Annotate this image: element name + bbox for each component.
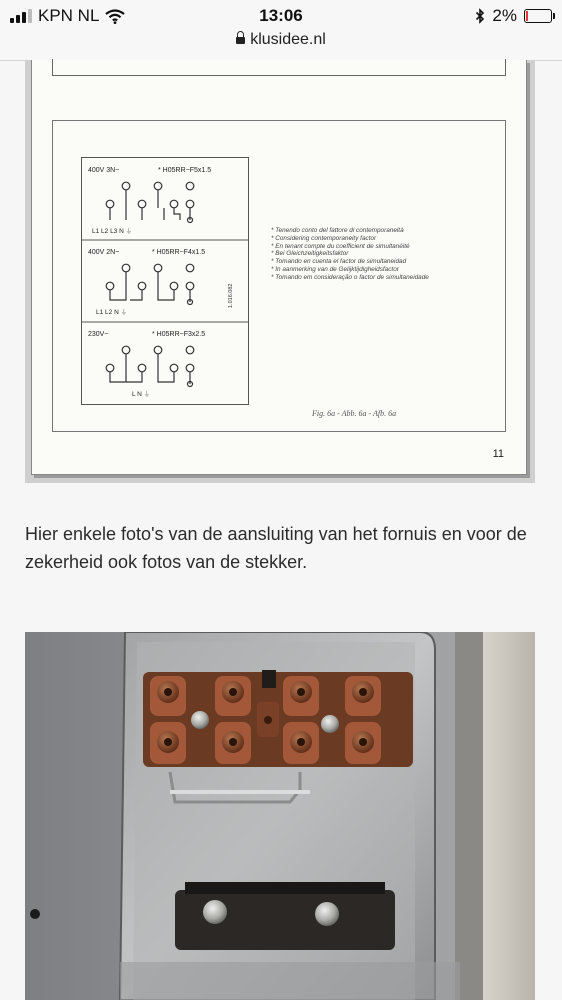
wiring-voltage-2: 400V 2N~: [88, 249, 120, 256]
note-line: * Considering contemporaneity factor: [271, 234, 377, 242]
bluetooth-icon: [475, 8, 485, 24]
previous-box: [52, 59, 506, 76]
manual-page-image: [25, 60, 535, 483]
figure-frame: [52, 120, 506, 432]
status-bar: [0, 0, 562, 61]
wiring-diagram: [81, 157, 249, 405]
page-number: 11: [492, 448, 504, 460]
url-text: klusidee.nl: [250, 31, 326, 48]
side-code: 1.016.082: [228, 283, 234, 308]
note-line: * Tomando em consideração o factor de simultaneidade: [271, 273, 429, 281]
terminal-block-photo: [25, 632, 535, 1000]
status-right: [475, 6, 552, 26]
notes-list: [271, 227, 429, 282]
wiring-labels-2: L1 L2 N ⏚: [96, 309, 128, 316]
terminal-block-drawing: [25, 632, 535, 1000]
note-line: * Tenendo conto del fattore di contemporaneità: [271, 227, 404, 234]
carrier-name: KPN NL: [38, 6, 100, 25]
figure-caption: Fig. 6a - Abb. 6a - Afb. 6a: [312, 409, 397, 418]
note-line: * Tomando en cuenta el factor de simultaneidad: [271, 258, 407, 266]
wiring-labels-3: L N ⏚: [132, 391, 151, 398]
clock: 13:06: [259, 6, 303, 25]
manual-sheet: [31, 60, 527, 475]
wiring-labels-1: L1 L2 L3 N ⏚: [92, 228, 133, 235]
wiring-cable-3: * H05RR−F3x2.5: [152, 331, 206, 338]
battery-icon: [524, 9, 552, 23]
note-line: * In aanmerking van de Gelijktijdigheidsfactor: [271, 265, 399, 273]
note-line: * En tenant compte du coefficient de simultanéité: [271, 242, 410, 250]
wiring-voltage-3: 230V~: [88, 331, 109, 338]
wiring-cable-1: * H05RR−F5x1.5: [158, 167, 212, 174]
article-paragraph: Hier enkele foto's van de aansluiting van het fornuis en voor de zekerheid ook fotos van de stekker.: [25, 524, 527, 572]
wiring-cable-2: * H05RR−F4x1.5: [152, 249, 206, 256]
note-line: * Bei Gleichzeitigkeitsfaktor: [271, 250, 349, 258]
battery-percent: 2%: [492, 6, 517, 25]
lock-icon: [236, 37, 245, 44]
wiring-voltage-1: 400V 3N~: [88, 167, 120, 174]
address-bar[interactable]: [0, 31, 562, 49]
